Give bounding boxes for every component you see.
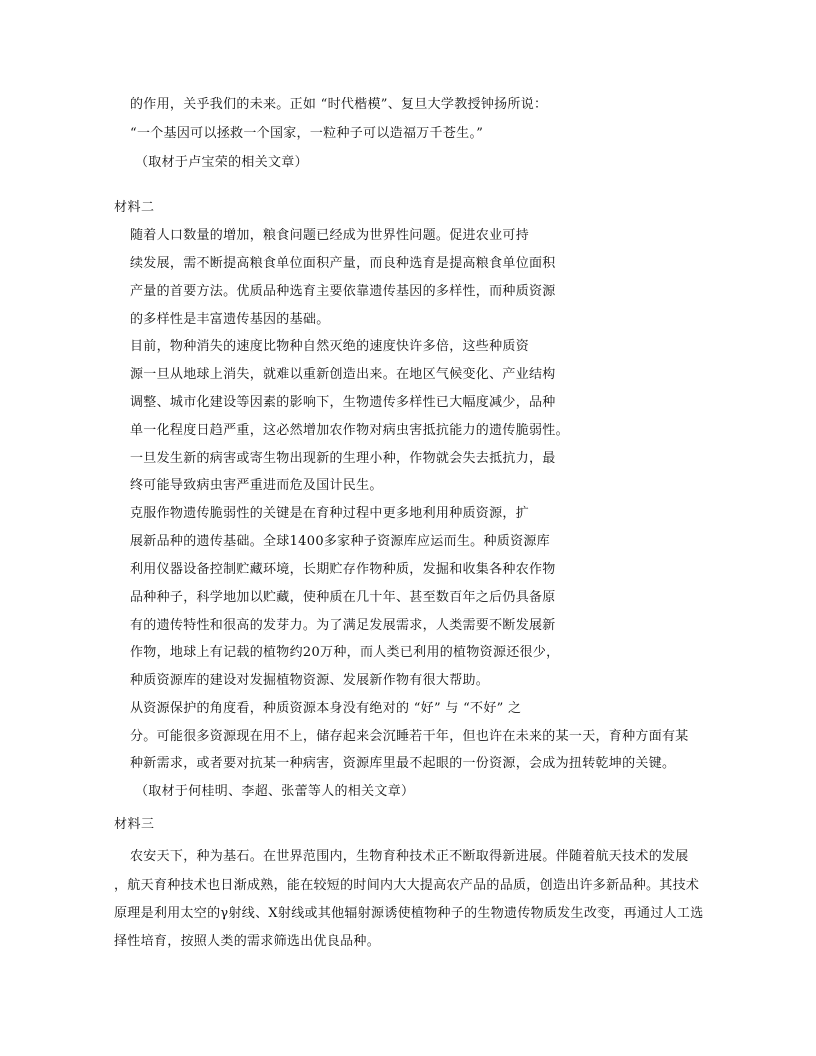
text-line: “一个基因可以拯救一个国家，一粒种子可以造福万千苍生。” bbox=[130, 126, 484, 141]
text-line: 择性培育，按照人类的需求筛选出优良品种。 bbox=[114, 934, 381, 949]
text-line: 随着人口数量的增加，粮食问题已经成为世界性问题。促进农业可持 bbox=[130, 228, 530, 243]
text-line: 分。可能很多资源现在用不上，储存起来会沉睡若干年，但也许在未来的某一天，育种方面有某 bbox=[130, 729, 689, 744]
text-line: 克服作物遗传脆弱性的关键是在育种过程中更多地利用种质资源，扩 bbox=[130, 506, 530, 521]
text-line: 种质资源库的建设对发掘植物资源、发展新作物有很大帮助。 bbox=[130, 673, 490, 688]
text-line: 目前，物种消失的速度比物种自然灭绝的速度快许多倍，这些种质资 bbox=[130, 339, 530, 354]
text-line: ，航天育种技术也日渐成熟，能在较短的时间内大大提高农产品的品质，创造出许多新品种。其技术 bbox=[114, 878, 700, 893]
section-heading: 材料三 bbox=[114, 817, 155, 832]
text-line: 种新需求，或者要对抗某一种病害，资源库里最不起眼的一份资源，会成为扭转乾坤的关键。 bbox=[130, 756, 676, 771]
text-line: 从资源保护的角度看，种质资源本身没有绝对的 “好” 与 “不好” 之 bbox=[130, 701, 522, 716]
text-line: 展新品种的遗传基础。全球1400多家种子资源库应运而生。种质资源库 bbox=[130, 534, 550, 549]
text-line: 原理是利用太空的γ射线、X射线或其他辐射源诱使植物种子的生物遗传物质发生改变，再通过人工选 bbox=[114, 906, 704, 921]
text-line: 源一旦从地球上消失，就难以重新创造出来。在地区气候变化、产业结构 bbox=[130, 367, 556, 382]
text-line: 续发展，需不断提高粮食单位面积产量，而良种选育是提高粮食单位面积 bbox=[130, 256, 556, 271]
text-line: 农安天下，种为基石。在世界范围内，生物育种技术正不断取得新进展。伴随着航天技术的发展 bbox=[130, 849, 689, 864]
text-line: 单一化程度日趋严重，这必然增加农作物对病虫害抵抗能力的遗传脆弱性。 bbox=[130, 423, 569, 438]
text-line: 一旦发生新的病害或寄生物出现新的生理小种，作物就会失去抵抗力，最 bbox=[130, 451, 556, 466]
source-note: （取材于卢宝荣的相关文章） bbox=[135, 155, 308, 170]
section-heading: 材料二 bbox=[114, 200, 155, 215]
text-line: 产量的首要方法。优质品种选育主要依靠遗传基因的多样性，而种质资源 bbox=[130, 284, 556, 299]
text-line: 利用仪器设备控制贮藏环境，长期贮存作物种质，发掘和收集各种农作物 bbox=[130, 562, 556, 577]
text-line: 品种种子，科学地加以贮藏，使种质在几十年、甚至数百年之后仍具备原 bbox=[130, 590, 556, 605]
source-note: （取材于何桂明、李超、张蕾等人的相关文章） bbox=[135, 784, 415, 799]
text-line: 终可能导致病虫害严重进而危及国计民生。 bbox=[130, 478, 383, 493]
text-line: 有的遗传特性和很高的发芽力。为了满足发展需求，人类需要不断发展新 bbox=[130, 618, 556, 633]
text-line: 的作用，关乎我们的未来。正如 “时代楷模”、复旦大学教授钟扬所说： bbox=[130, 97, 548, 112]
text-line: 作物，地球上有记载的植物约20万种，而人类已利用的植物资源还很少， bbox=[130, 645, 560, 660]
text-line: 调整、城市化建设等因素的影响下，生物遗传多样性已大幅度减少，品种 bbox=[130, 395, 556, 410]
text-line: 的多样性是丰富遗传基因的基础。 bbox=[130, 312, 330, 327]
